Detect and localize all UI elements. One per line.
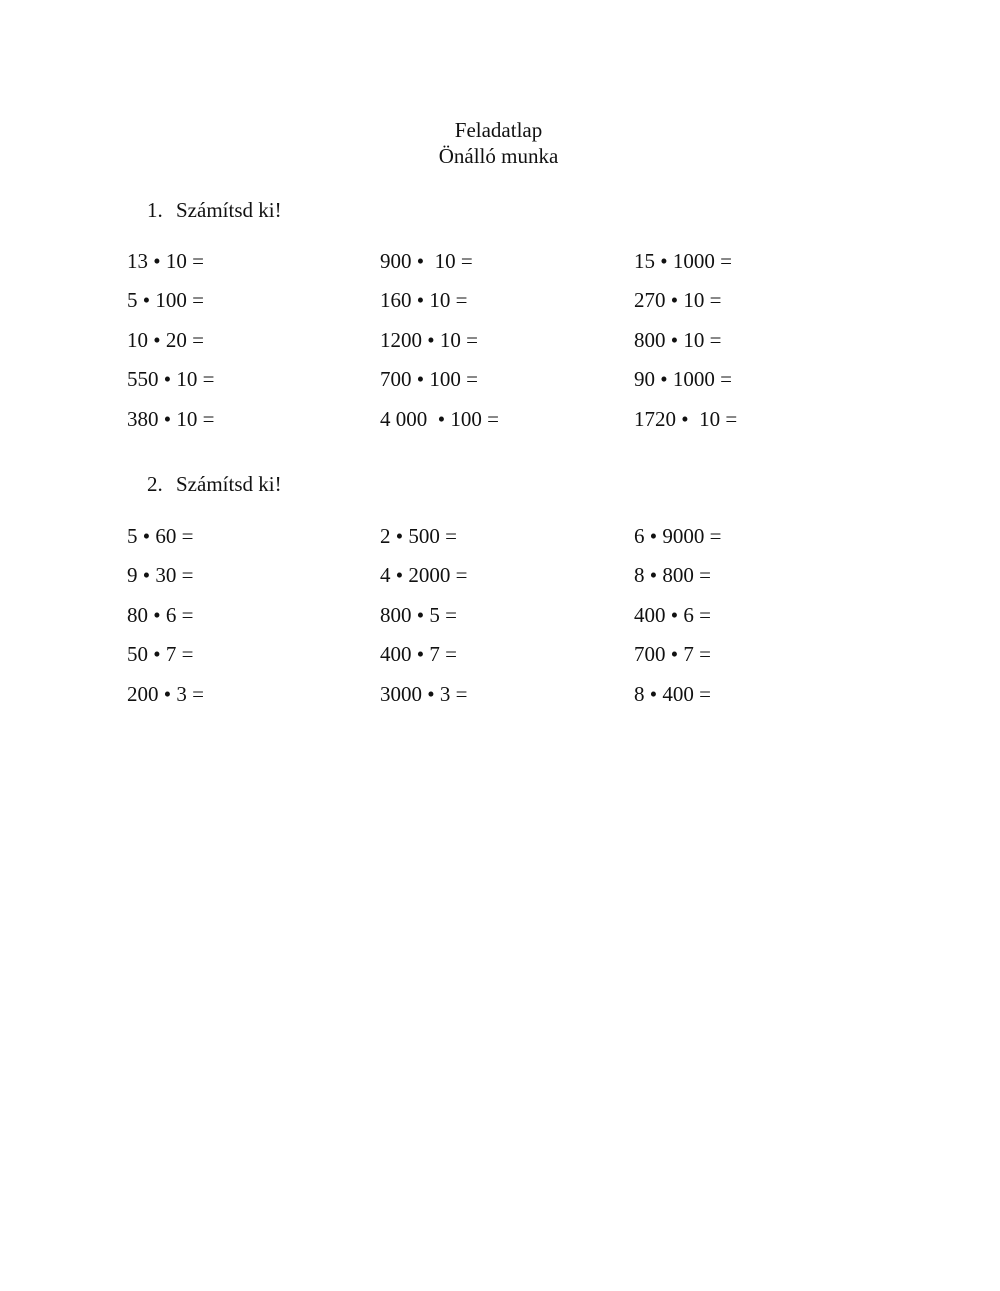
exercise: 550 • 10 = [127,367,215,392]
title-block [0,117,997,169]
task-1-heading [147,197,282,223]
exercise: 200 • 3 = [127,681,204,706]
exercise: 700 • 100 = [380,367,478,392]
exercise: 50 • 7 = [127,642,194,667]
task-2-instruction: Számítsd ki! [176,472,282,496]
exercise: 800 • 5 = [380,602,457,627]
exercise: 5 • 60 = [127,524,194,548]
exercise: 3000 • 3 = [380,681,468,706]
exercise: 900 • 10 = [380,249,473,273]
exercise: 4 000 • 100 = [380,406,499,431]
task-2-heading [147,471,282,497]
page-subtitle: Önálló munka [438,144,559,168]
exercise: 13 • 10 = [127,249,204,273]
task-2-number: 2. [147,472,163,496]
exercise: 270 • 10 = [634,288,722,313]
exercise: 2 • 500 = [380,524,457,548]
exercise: 800 • 10 = [634,327,722,352]
exercise: 700 • 7 = [634,642,711,667]
exercise: 8 • 800 = [634,563,711,588]
exercise: 6 • 9000 = [634,524,722,548]
exercise: 8 • 400 = [634,681,711,706]
task-1-number: 1. [147,198,163,222]
exercise: 4 • 2000 = [380,563,468,588]
exercise: 1720 • 10 = [634,406,738,431]
exercise: 400 • 7 = [380,642,457,667]
exercise: 80 • 6 = [127,602,194,627]
exercise: 15 • 1000 = [634,249,732,273]
exercise: 5 • 100 = [127,288,204,313]
exercise: 1200 • 10 = [380,327,478,352]
task-1-instruction: Számítsd ki! [176,198,282,222]
exercise: 9 • 30 = [127,563,194,588]
page-title: Feladatlap [454,118,543,142]
exercise: 380 • 10 = [127,406,215,431]
exercise: 10 • 20 = [127,327,204,352]
exercise: 160 • 10 = [380,288,468,313]
exercise: 90 • 1000 = [634,367,732,392]
exercise: 400 • 6 = [634,602,711,627]
